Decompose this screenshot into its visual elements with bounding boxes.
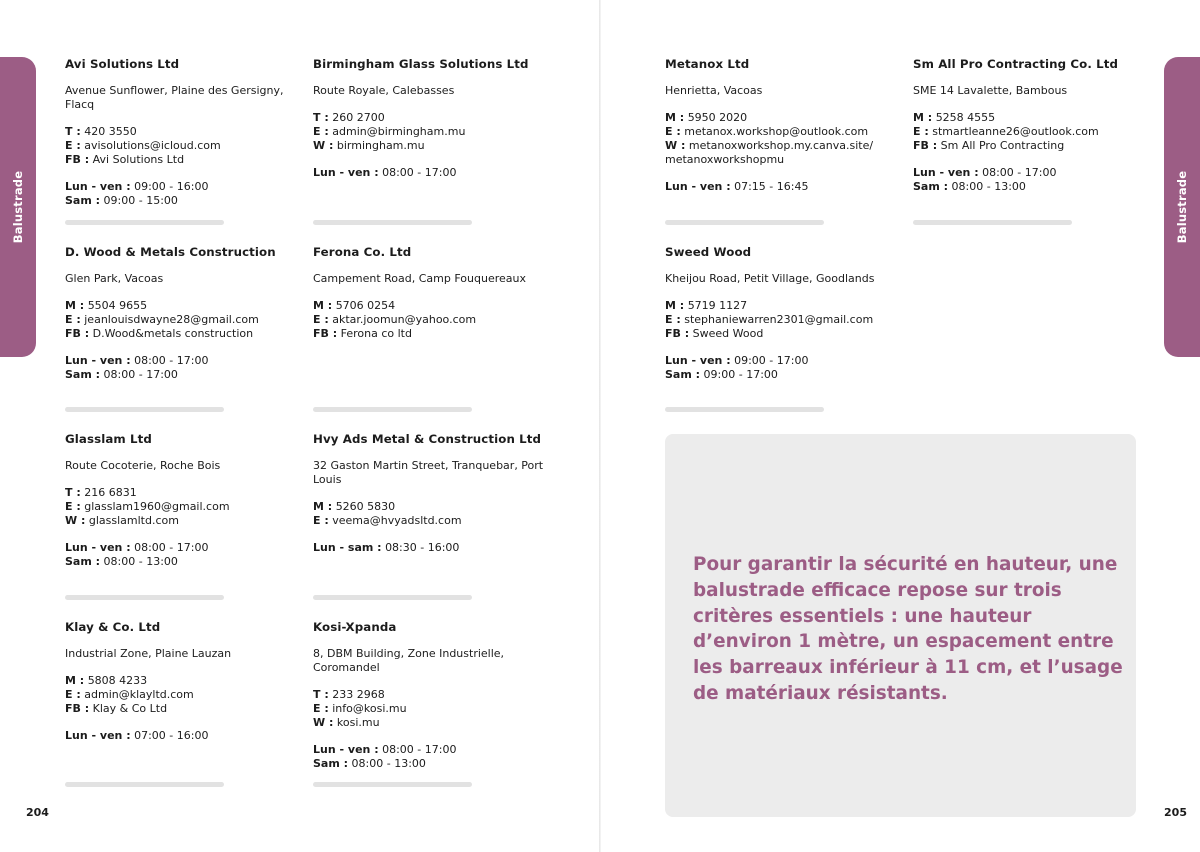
field-label: E : bbox=[665, 313, 681, 327]
field-value: stmartleanne26@outlook.com bbox=[932, 125, 1099, 139]
hours-line bbox=[665, 180, 897, 194]
contact-line bbox=[313, 111, 545, 125]
hours-line bbox=[65, 368, 297, 382]
hours-line bbox=[65, 180, 297, 194]
company-address: SME 14 Lavalette, Bambous bbox=[913, 84, 1068, 97]
field-label: E : bbox=[665, 125, 681, 139]
field-value: D.Wood&metals construction bbox=[92, 326, 254, 340]
entry-separator bbox=[913, 220, 1072, 225]
contact-line bbox=[913, 111, 1145, 125]
contact-line bbox=[313, 125, 545, 139]
company-entry bbox=[65, 245, 297, 395]
contact-line bbox=[313, 139, 545, 153]
field-value: 08:00 - 13:00 bbox=[951, 179, 1026, 193]
field-value: 216 6831 bbox=[84, 486, 137, 500]
company-address: Route Cocoterie, Roche Bois bbox=[65, 459, 221, 472]
contact-line bbox=[65, 514, 297, 528]
contact-line bbox=[313, 299, 545, 313]
hours-line bbox=[313, 541, 545, 555]
field-label: E : bbox=[313, 125, 329, 139]
field-value: veema@hvyadsltd.com bbox=[332, 513, 462, 527]
field-value: 420 3550 bbox=[84, 125, 137, 139]
hours-line bbox=[665, 368, 897, 382]
company-entry bbox=[313, 57, 545, 194]
field-label: Sam : bbox=[65, 193, 101, 207]
field-label: FB : bbox=[65, 701, 90, 715]
entry-separator bbox=[313, 782, 472, 787]
field-label: W : bbox=[665, 138, 686, 152]
opening-hours bbox=[313, 166, 545, 180]
contact-info bbox=[665, 111, 897, 166]
field-value: 5258 4555 bbox=[935, 111, 996, 125]
field-value: 08:00 - 17:00 bbox=[382, 166, 457, 180]
field-label: FB : bbox=[313, 326, 338, 340]
contact-info bbox=[65, 486, 297, 527]
page-spine bbox=[599, 0, 601, 852]
contact-info bbox=[913, 111, 1145, 152]
field-label: M : bbox=[65, 299, 85, 313]
hours-line bbox=[913, 180, 1145, 194]
field-label: M : bbox=[313, 299, 333, 313]
entry-separator bbox=[665, 220, 824, 225]
field-value: 07:00 - 16:00 bbox=[134, 729, 209, 743]
field-value: admin@klayltd.com bbox=[84, 688, 194, 702]
contact-line bbox=[313, 514, 545, 528]
contact-line bbox=[665, 111, 897, 125]
section-tab-label: Balustrade bbox=[1175, 170, 1189, 244]
company-address: Glen Park, Vacoas bbox=[65, 272, 164, 285]
field-label: Sam : bbox=[913, 179, 949, 193]
company-name: D. Wood & Metals Construction bbox=[65, 245, 276, 259]
contact-line bbox=[665, 327, 897, 341]
hours-line bbox=[65, 729, 297, 743]
contact-line bbox=[313, 500, 545, 514]
company-name: Glasslam Ltd bbox=[65, 432, 152, 446]
company-entry bbox=[313, 620, 545, 784]
field-label: Lun - ven : bbox=[313, 166, 379, 180]
field-label: M : bbox=[313, 500, 333, 514]
hours-line bbox=[913, 166, 1145, 180]
field-label: M : bbox=[665, 299, 685, 313]
contact-line bbox=[665, 139, 897, 166]
contact-line bbox=[313, 702, 545, 716]
company-address: Campement Road, Camp Fouquereaux bbox=[313, 272, 526, 285]
company-entry bbox=[665, 57, 897, 207]
entry-separator bbox=[65, 595, 224, 600]
opening-hours bbox=[313, 743, 545, 770]
contact-line bbox=[665, 313, 897, 327]
contact-info bbox=[313, 500, 545, 527]
field-label: FB : bbox=[913, 138, 938, 152]
entry-separator bbox=[65, 782, 224, 787]
company-name: Kosi-Xpanda bbox=[313, 620, 397, 634]
field-value: 08:30 - 16:00 bbox=[385, 541, 460, 555]
field-label: M : bbox=[65, 674, 85, 688]
field-value: 07:15 - 16:45 bbox=[734, 179, 809, 193]
field-value: 260 2700 bbox=[332, 111, 385, 125]
field-value: birmingham.mu bbox=[336, 138, 425, 152]
field-label: T : bbox=[313, 111, 329, 125]
company-address: Industrial Zone, Plaine Lauzan bbox=[65, 647, 232, 660]
field-label: W : bbox=[65, 513, 86, 527]
field-value: 5260 5830 bbox=[335, 500, 396, 514]
company-entry bbox=[313, 432, 545, 569]
hours-line bbox=[665, 354, 897, 368]
field-value: 09:00 - 15:00 bbox=[103, 193, 178, 207]
field-label: M : bbox=[913, 111, 933, 125]
company-name: Birmingham Glass Solutions Ltd bbox=[313, 57, 529, 71]
hours-line bbox=[313, 166, 545, 180]
company-address: Route Royale, Calebasses bbox=[313, 84, 455, 97]
contact-info bbox=[665, 299, 897, 340]
company-entry bbox=[313, 245, 545, 354]
contact-line bbox=[665, 299, 897, 313]
contact-line bbox=[65, 702, 297, 716]
field-label: Lun - ven : bbox=[665, 354, 731, 368]
contact-line bbox=[65, 674, 297, 688]
field-label: FB : bbox=[65, 152, 90, 166]
contact-line bbox=[65, 500, 297, 514]
field-label: E : bbox=[65, 313, 81, 327]
hours-line bbox=[313, 743, 545, 757]
field-value: 09:00 - 16:00 bbox=[134, 179, 209, 193]
field-label: E : bbox=[913, 125, 929, 139]
field-value: 5504 9655 bbox=[87, 299, 148, 313]
company-name: Avi Solutions Ltd bbox=[65, 57, 180, 71]
field-value: jeanlouisdwayne28@gmail.com bbox=[84, 313, 259, 327]
field-label: E : bbox=[65, 500, 81, 514]
field-value: 5706 0254 bbox=[335, 299, 396, 313]
field-value: Avi Solutions Ltd bbox=[92, 152, 185, 166]
field-label: Lun - ven : bbox=[313, 742, 379, 756]
contact-line bbox=[65, 153, 297, 167]
company-entry bbox=[65, 620, 297, 757]
opening-hours bbox=[65, 180, 297, 207]
contact-info bbox=[65, 299, 297, 340]
company-name: Hvy Ads Metal & Construction Ltd bbox=[313, 432, 542, 446]
contact-line bbox=[913, 139, 1145, 153]
field-label: M : bbox=[665, 111, 685, 125]
field-value: avisolutions@icloud.com bbox=[84, 138, 221, 152]
page-number-right: 205 bbox=[1164, 806, 1187, 819]
field-label: Lun - ven : bbox=[65, 179, 131, 193]
field-label: Sam : bbox=[313, 756, 349, 770]
field-value: 08:00 - 17:00 bbox=[982, 166, 1057, 180]
field-value: 09:00 - 17:00 bbox=[703, 367, 778, 381]
field-label: E : bbox=[65, 688, 81, 702]
field-value: 5719 1127 bbox=[687, 299, 748, 313]
contact-line bbox=[313, 327, 545, 341]
contact-line bbox=[65, 688, 297, 702]
field-label: T : bbox=[313, 688, 329, 702]
field-value: stephaniewarren2301@gmail.com bbox=[684, 313, 874, 327]
company-address: Henrietta, Vacoas bbox=[665, 84, 763, 97]
contact-line bbox=[313, 688, 545, 702]
field-label: E : bbox=[313, 701, 329, 715]
opening-hours bbox=[665, 180, 897, 194]
field-value: Sm All Pro Contracting bbox=[940, 138, 1065, 152]
field-value: aktar.joomun@yahoo.com bbox=[332, 313, 477, 327]
hours-line bbox=[65, 194, 297, 208]
field-value: 08:00 - 13:00 bbox=[103, 554, 178, 568]
field-value: info@kosi.mu bbox=[332, 701, 407, 715]
opening-hours bbox=[665, 354, 897, 381]
field-label: Sam : bbox=[65, 554, 101, 568]
field-label: T : bbox=[65, 125, 81, 139]
hours-line bbox=[65, 555, 297, 569]
field-value: kosi.mu bbox=[336, 715, 380, 729]
opening-hours bbox=[65, 354, 297, 381]
field-label: W : bbox=[313, 138, 334, 152]
company-entry bbox=[65, 432, 297, 582]
contact-line bbox=[665, 125, 897, 139]
contact-line bbox=[65, 313, 297, 327]
company-name: Ferona Co. Ltd bbox=[313, 245, 412, 259]
hours-line bbox=[313, 757, 545, 771]
field-label: W : bbox=[313, 715, 334, 729]
company-entry bbox=[65, 57, 297, 221]
field-label: Lun - ven : bbox=[65, 729, 131, 743]
field-value: 08:00 - 17:00 bbox=[382, 742, 457, 756]
entry-separator bbox=[65, 407, 224, 412]
field-value: admin@birmingham.mu bbox=[332, 125, 466, 139]
opening-hours bbox=[313, 541, 545, 555]
field-value: metanox.workshop@outlook.com bbox=[684, 125, 869, 139]
field-label: FB : bbox=[665, 326, 690, 340]
section-tab-label: Balustrade bbox=[11, 170, 25, 244]
entry-separator bbox=[665, 407, 824, 412]
contact-line bbox=[65, 486, 297, 500]
field-value: 09:00 - 17:00 bbox=[734, 354, 809, 368]
contact-line bbox=[313, 716, 545, 730]
field-value: 08:00 - 17:00 bbox=[134, 354, 209, 368]
field-label: Lun - ven : bbox=[65, 354, 131, 368]
field-value: 5808 4233 bbox=[87, 674, 148, 688]
field-label: Sam : bbox=[665, 367, 701, 381]
field-value: glasslamltd.com bbox=[88, 513, 179, 527]
field-value: glasslam1960@gmail.com bbox=[84, 500, 230, 514]
field-value: 08:00 - 13:00 bbox=[351, 756, 426, 770]
company-entry bbox=[913, 57, 1145, 207]
field-label: T : bbox=[65, 486, 81, 500]
field-label: Lun - ven : bbox=[665, 179, 731, 193]
company-address: Kheijou Road, Petit Village, Goodlands bbox=[665, 272, 875, 285]
field-value: Sweed Wood bbox=[692, 326, 764, 340]
field-label: Lun - ven : bbox=[913, 166, 979, 180]
company-name: Sweed Wood bbox=[665, 245, 752, 259]
field-label: E : bbox=[313, 313, 329, 327]
contact-info bbox=[65, 125, 297, 166]
field-value: 08:00 - 17:00 bbox=[103, 367, 178, 381]
contact-line bbox=[65, 139, 297, 153]
contact-line bbox=[913, 125, 1145, 139]
field-value: 08:00 - 17:00 bbox=[134, 541, 209, 555]
field-label: E : bbox=[65, 138, 81, 152]
entry-separator bbox=[313, 595, 472, 600]
contact-info bbox=[313, 111, 545, 152]
entry-separator bbox=[313, 407, 472, 412]
contact-line bbox=[65, 327, 297, 341]
field-value: metanoxworkshop.my.canva.site/ metanoxworkshopmu bbox=[665, 138, 874, 166]
contact-info bbox=[313, 688, 545, 729]
company-address: Avenue Sunflower, Plaine des Gersigny, Flacq bbox=[65, 84, 284, 111]
section-tab-left[interactable] bbox=[0, 57, 36, 357]
field-value: 5950 2020 bbox=[687, 111, 748, 125]
opening-hours bbox=[65, 541, 297, 568]
hours-line bbox=[65, 354, 297, 368]
field-value: Ferona co ltd bbox=[340, 326, 412, 340]
company-address: 32 Gaston Martin Street, Tranquebar, Port Louis bbox=[313, 459, 544, 486]
opening-hours bbox=[65, 729, 297, 743]
opening-hours bbox=[913, 166, 1145, 193]
field-label: FB : bbox=[65, 326, 90, 340]
entry-separator bbox=[313, 220, 472, 225]
field-label: Lun - ven : bbox=[65, 541, 131, 555]
field-label: Sam : bbox=[65, 367, 101, 381]
company-name: Metanox Ltd bbox=[665, 57, 750, 71]
company-name: Sm All Pro Contracting Co. Ltd bbox=[913, 57, 1119, 71]
field-label: Lun - sam : bbox=[313, 541, 382, 555]
callout-text: Pour garantir la sécurité en hauteur, une balustrade efficace repose sur trois critères essentiels : une hauteur d’environ 1 mètre, un espacement entre les barreaux inférieur à 11 cm, et l’usage de matériaux résistants. bbox=[693, 554, 1123, 704]
contact-line bbox=[313, 313, 545, 327]
hours-line bbox=[65, 541, 297, 555]
company-entry bbox=[665, 245, 897, 395]
contact-info bbox=[313, 299, 545, 340]
page-number-left: 204 bbox=[26, 806, 49, 819]
contact-line bbox=[65, 125, 297, 139]
field-value: 233 2968 bbox=[332, 688, 385, 702]
contact-info bbox=[65, 674, 297, 715]
entry-separator bbox=[65, 220, 224, 225]
contact-line bbox=[65, 299, 297, 313]
callout-box bbox=[665, 434, 1136, 817]
company-address: 8, DBM Building, Zone Industrielle, Coromandel bbox=[313, 647, 505, 674]
section-tab-right[interactable] bbox=[1164, 57, 1200, 357]
field-label: E : bbox=[313, 513, 329, 527]
company-name: Klay & Co. Ltd bbox=[65, 620, 161, 634]
field-value: Klay & Co Ltd bbox=[92, 701, 168, 715]
